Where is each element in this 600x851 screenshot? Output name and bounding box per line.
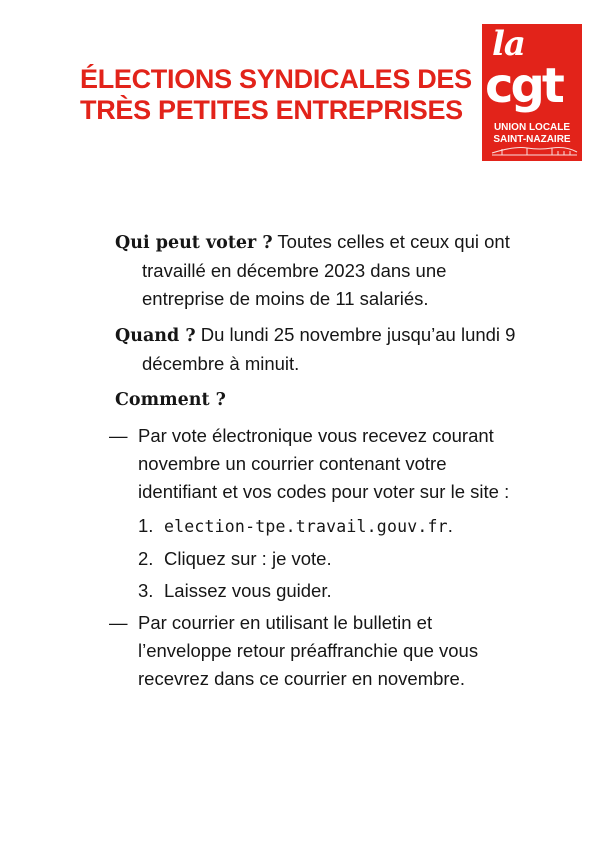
- dash-bullet: —: [109, 612, 128, 633]
- title-line-1: ÉLECTIONS SYNDICALES DES: [80, 64, 472, 94]
- steps-list: [138, 512, 525, 605]
- step-item: [138, 577, 525, 605]
- option-electronic-text: Par vote électronique vous recevez courant novembre un courrier contenant votre identifiant et vos codes pour voter sur le site :: [138, 425, 510, 502]
- logo-cgt-text: cgt: [485, 58, 562, 114]
- logo-la-text: la: [492, 24, 525, 64]
- option-electronic-vote: [111, 422, 525, 605]
- step-item: [138, 545, 525, 573]
- when-text: Du lundi 25 novembre jusqu’au lundi 9 décembre à minuit.: [142, 324, 516, 374]
- when-paragraph: [115, 321, 525, 378]
- step-text: Laissez vous guider.: [164, 580, 332, 601]
- option-postal-vote: [111, 609, 525, 693]
- title-line-2: TRÈS PETITES ENTREPRISES: [80, 95, 463, 125]
- who-can-vote-paragraph: [115, 228, 525, 313]
- who-can-vote-label: Qui peut voter ?: [115, 233, 273, 253]
- step-text: Cliquez sur : je vote.: [164, 548, 332, 569]
- step-number: 1.: [138, 515, 154, 536]
- step-suffix: .: [447, 515, 453, 536]
- logo-union-locale: UNION LOCALE: [493, 122, 571, 133]
- cgt-logo: [482, 24, 582, 161]
- step-number: 3.: [138, 580, 154, 601]
- vote-website-link[interactable]: election-tpe.travail.gouv.fr: [164, 517, 448, 536]
- logo-saint-nazaire: SAINT-NAZAIRE: [493, 134, 571, 145]
- who-can-vote-text: Toutes celles et ceux qui ont travaillé en décembre 2023 dans une entreprise de moins de 11 salariés.: [142, 231, 510, 309]
- dash-bullet: —: [109, 425, 128, 446]
- step-item: [138, 512, 525, 541]
- main-content: [109, 228, 525, 697]
- when-label: Quand ?: [115, 326, 196, 346]
- how-heading: Comment ?: [115, 390, 226, 410]
- step-number: 2.: [138, 548, 154, 569]
- option-postal-text: Par courrier en utilisant le bulletin et l’enveloppe retour préaffranchie que vous recevrez dans ce courrier en novembre.: [138, 612, 479, 689]
- page-title: [80, 64, 472, 126]
